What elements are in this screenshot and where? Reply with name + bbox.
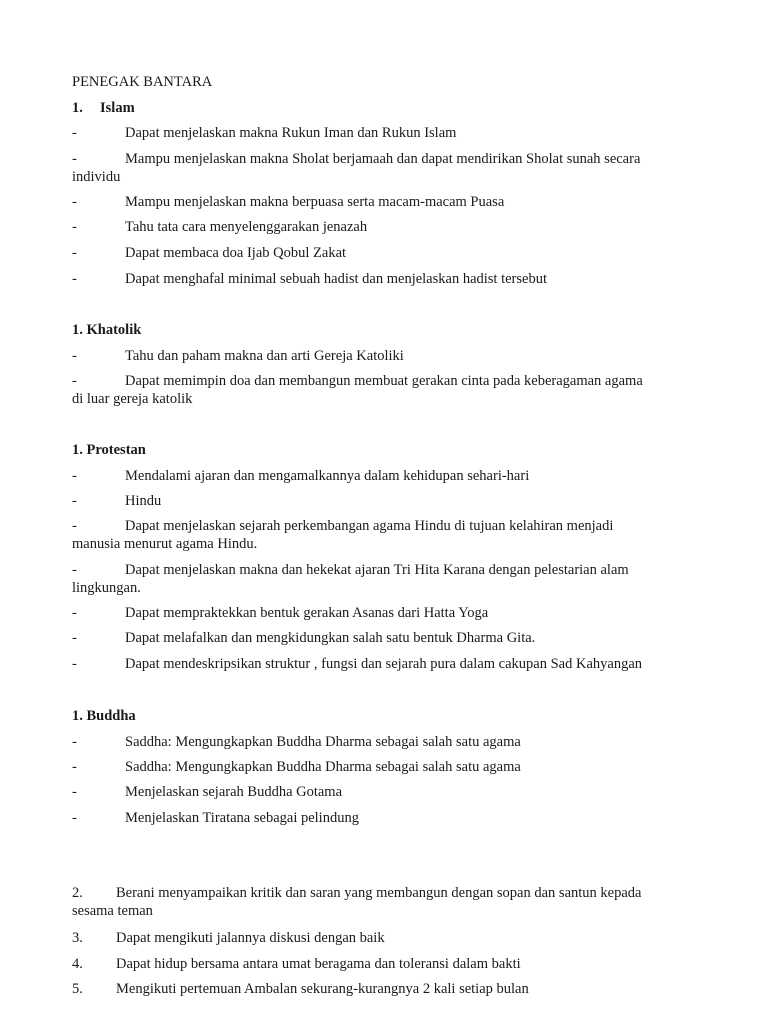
list-item [0, 347, 768, 365]
list-item [0, 733, 768, 751]
list-item [0, 270, 768, 288]
list-item [0, 809, 768, 827]
list-item [0, 244, 768, 262]
item-text: Dapat menghafal minimal sebuah hadist dan menjelaskan hadist tersebut [125, 271, 547, 287]
heading-number: 1. [72, 100, 83, 116]
list-item [0, 193, 768, 211]
bullet-dash: - [72, 784, 77, 800]
list-item [0, 604, 768, 622]
numbered-item [0, 980, 768, 998]
item-text: Dapat mendeskripsikan struktur , fungsi dan sejarah pura dalam cakupan Sad Kahyangan [125, 656, 643, 672]
list-item [0, 561, 768, 579]
bullet-dash: - [72, 493, 77, 509]
item-number: 2. [72, 885, 83, 901]
heading-text: Islam [100, 100, 135, 116]
list-item [0, 783, 768, 801]
list-item [0, 655, 768, 673]
list-item [0, 758, 768, 776]
bullet-dash: - [72, 630, 77, 646]
section-heading-protestan: 1. Protestan [72, 442, 146, 458]
section-heading-khatolik: 1. Khatolik [72, 322, 142, 338]
bullet-dash: - [72, 125, 77, 141]
list-item [0, 218, 768, 236]
bullet-dash: - [72, 562, 77, 578]
item-text: Dapat menjelaskan makna Rukun Iman dan Rukun Islam [125, 125, 457, 141]
bullet-dash: - [72, 734, 77, 750]
item-text: Dapat mengikuti jalannya diskusi dengan baik [116, 930, 385, 946]
list-item [0, 124, 768, 142]
item-number: 4. [72, 956, 83, 972]
bullet-dash: - [72, 373, 77, 389]
item-text: Saddha: Mengungkapkan Buddha Dharma sebagai salah satu agama [125, 734, 521, 750]
item-text-continued: di luar gereja katolik [72, 391, 193, 407]
bullet-dash: - [72, 271, 77, 287]
item-text: Dapat hidup bersama antara umat beragama dan toleransi dalam bakti [116, 956, 521, 972]
item-text: Dapat mempraktekkan bentuk gerakan Asanas dari Hatta Yoga [125, 605, 489, 621]
item-text: Mampu menjelaskan makna berpuasa serta macam-macam Puasa [125, 194, 505, 210]
item-text: Mendalami ajaran dan mengamalkannya dalam kehidupan sehari-hari [125, 468, 530, 484]
section-heading-islam [0, 99, 768, 117]
item-text: Saddha: Mengungkapkan Buddha Dharma sebagai salah satu agama [125, 759, 521, 775]
item-text: Mengikuti pertemuan Ambalan sekurang-kurangnya 2 kali setiap bulan [116, 981, 529, 997]
item-text-continued: individu [72, 169, 121, 185]
item-text: Dapat melafalkan dan mengkidungkan salah satu bentuk Dharma Gita. [125, 630, 536, 646]
item-text: Hindu [125, 493, 162, 509]
bullet-dash: - [72, 605, 77, 621]
list-item [0, 517, 768, 535]
numbered-item [0, 884, 768, 902]
list-item [0, 150, 768, 168]
bullet-dash: - [72, 245, 77, 261]
bullet-dash: - [72, 194, 77, 210]
item-text: Menjelaskan Tiratana sebagai pelindung [125, 810, 359, 826]
item-text: Dapat menjelaskan sejarah perkembangan agama Hindu di tujuan kelahiran menjadi [125, 518, 614, 534]
item-text-continued: lingkungan. [72, 580, 141, 596]
item-text: Dapat membaca doa Ijab Qobul Zakat [125, 245, 347, 261]
bullet-dash: - [72, 468, 77, 484]
list-item [0, 629, 768, 647]
bullet-dash: - [72, 151, 77, 167]
item-number: 5. [72, 981, 83, 997]
numbered-item [0, 955, 768, 973]
section-heading-buddha: 1. Buddha [72, 708, 136, 724]
document-title: PENEGAK BANTARA [72, 74, 213, 90]
bullet-dash: - [72, 810, 77, 826]
list-item [0, 467, 768, 485]
item-text: Menjelaskan sejarah Buddha Gotama [125, 784, 343, 800]
item-text: Tahu dan paham makna dan arti Gereja Katoliki [125, 348, 404, 364]
item-text: Berani menyampaikan kritik dan saran yang membangun dengan sopan dan santun kepada [116, 885, 642, 901]
bullet-dash: - [72, 759, 77, 775]
item-text: Dapat menjelaskan makna dan hekekat ajaran Tri Hita Karana dengan pelestarian alam [125, 562, 629, 578]
list-item [0, 372, 768, 390]
item-text: Mampu menjelaskan makna Sholat berjamaah dan dapat mendirikan Sholat sunah secara [125, 151, 641, 167]
item-text: Tahu tata cara menyelenggarakan jenazah [125, 219, 368, 235]
bullet-dash: - [72, 656, 77, 672]
item-text-continued: manusia menurut agama Hindu. [72, 536, 258, 552]
bullet-dash: - [72, 348, 77, 364]
item-text-continued: sesama teman [72, 903, 153, 919]
numbered-item [0, 929, 768, 947]
item-number: 3. [72, 930, 83, 946]
bullet-dash: - [72, 219, 77, 235]
list-item [0, 492, 768, 510]
bullet-dash: - [72, 518, 77, 534]
item-text: Dapat memimpin doa dan membangun membuat gerakan cinta pada keberagaman agama [125, 373, 643, 389]
